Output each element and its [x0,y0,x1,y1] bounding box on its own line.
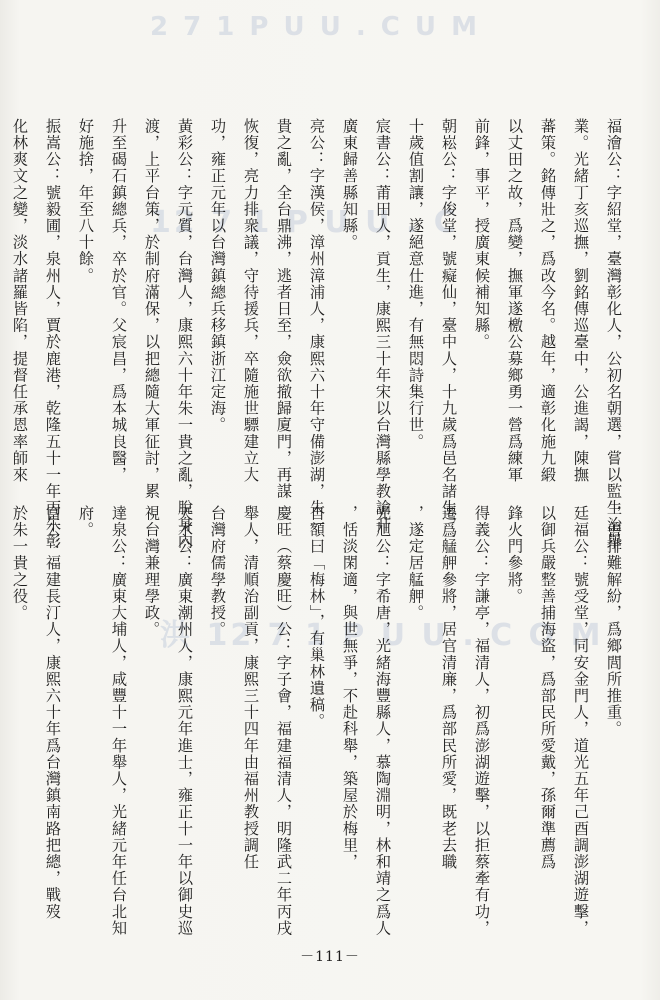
text-column: 視台灣兼理學政。 [143,505,161,638]
text-column: 天木公：廣東潮州人，康熙元年進士，雍正十一年以御史巡 [176,505,194,937]
text-column: 光旭公：字希唐，光緒海豐縣人，慕陶淵明，林和靖之爲人 [374,505,392,937]
bottom-text-block [11,505,628,937]
text-column: 黃彩公：字元質，台灣人，康熙六十年朱一貴之亂，脫身內 [176,118,194,550]
text-column: 蕃策。銘傳壯之，爲改今名。越年，適彰化施九緞 [539,118,557,484]
text-column: 富公：福建長汀人，康熙六十年爲台灣鎮南路把總，戰歿 [44,505,62,920]
text-column: 遷爲艋舺參將，居官清廉，爲部民所愛，既老去職 [440,505,458,871]
text-column: 恢復，亮力排衆議，守待援兵，卒隨施世驃建立大 [242,118,260,484]
text-column: 達泉公：廣東大埔人，咸豐十一年舉人，光緒元年任台北知 [110,505,128,937]
text-column: 亮公：字漢侯，漳州漳浦人，康熙六十年守備澎湖，朱一 [308,118,326,533]
text-column: 福澮公：字紹堂，臺灣彰化人，公初名朝選，嘗以監生治舉 [605,118,623,550]
text-column: 以御兵嚴整善捕海盜，爲部民所愛戴，孫爾準薦爲 [539,505,557,871]
text-column: 宸書公：莆田人，貢生，康熙三十年宋以台灣縣學教諭升 [374,118,392,533]
page-number: －111－ [300,949,360,965]
text-column: 升至碣石鎮總兵，卒於官。父宸昌，爲本城良醫， [110,118,128,484]
text-column: 台灣府儒學教授。 [209,505,227,638]
text-column: ，善排難解紛，爲鄉閭所推重。 [605,505,623,738]
text-column: 前鋒，事平，授廣東候補知縣。 [473,118,491,351]
text-column: 於朱一貴之役。 [11,505,29,622]
text-column [0,505,1,935]
text-column: 化林爽文之變，淡水諸羅皆陷，提督任承恩率師來 [11,118,29,484]
text-column: 廷福公：號受堂，同安金門人，道光五年己酉調澎湖遊擊， [572,505,590,937]
text-column: 慶旺（蔡慶旺）公：字子會，福建福清人，明隆武二年丙戌 [275,505,293,937]
text-column: 得義公：字謙亭，福清人，初爲澎湖遊擊，以拒蔡牽有功， [473,505,491,937]
watermark: 2 7 1 P U U . C U M [150,12,480,42]
text-column: 朝崧公：字俊堂，號癡仙，臺中人，十九歲爲邑名諸生，二 [440,118,458,550]
text-column: 自額曰「梅林」，有巢林遺稿。 [308,505,326,730]
text-column: 府。 [77,505,95,539]
text-column: 振嵩公：號毅圃，泉州人，賈於鹿港，乾隆五十一年丙午彰 [44,118,62,550]
text-column [0,118,1,448]
text-column: 功，雍正元年以台灣鎮總兵移鎮浙江定海。 [209,118,227,434]
text-column: 鋒火門參將。 [506,505,524,605]
text-column: 好施捨，年至八十餘。 [77,118,95,284]
text-column: 十歲值割讓，遂絕意仕進，有無悶詩集行世。 [407,118,425,450]
text-column: 舉人，清順治副貢，康熙三十四年由福州教授調任 [242,505,260,871]
text-column: 以丈田之故，爲變，撫軍遂檄公募鄉勇一營爲練軍 [506,118,524,484]
top-text-block [11,118,628,550]
text-column: 渡，上平台策，於制府滿保，以把總隨大軍征討，累 [143,118,161,500]
watermark: 洪 12 7 1 P U U . C O M [160,618,604,653]
text-column: ，恬淡閑適，與世無爭，不赴科舉，築屋於梅里， [341,505,359,871]
text-column: 廣東歸善縣知縣。 [341,118,359,251]
text-column: 貴之亂，全台鼎沸，逃者日至，僉欲撤歸廈門，再謀 [275,118,293,500]
text-column: 業。光緒丁亥巡撫，劉銘傳巡臺中，公進謁，陳撫 [572,118,590,484]
watermark: 12 7 1 P U U . C [150,205,459,240]
text-column: ，遂定居艋舺。 [407,505,425,622]
